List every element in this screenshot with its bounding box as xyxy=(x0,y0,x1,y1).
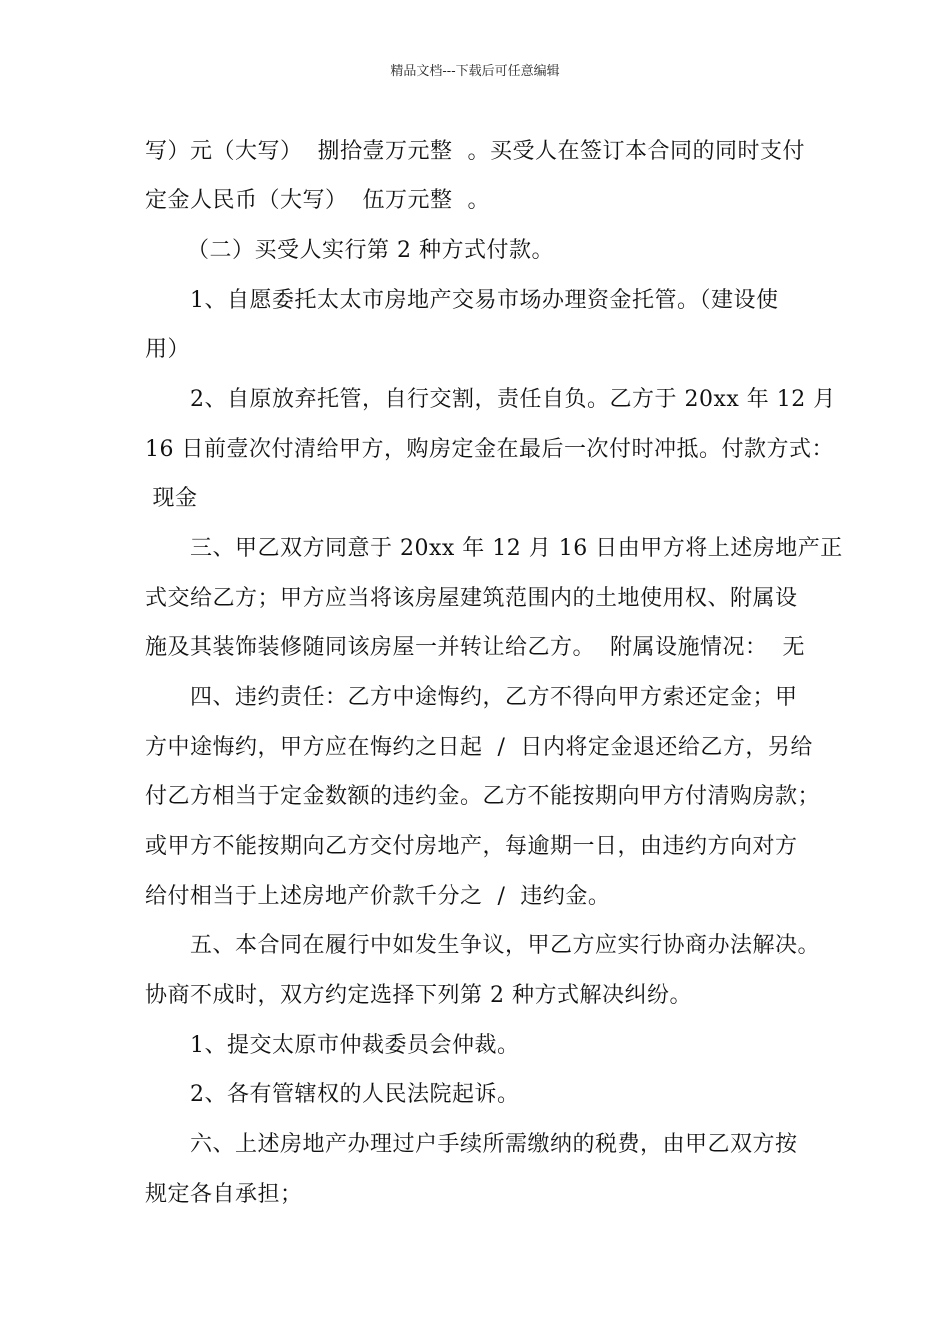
text-line: 给付相当于上述房地产价款千分之 / 违约金。 xyxy=(145,884,611,909)
text-line: 规定各自承担； xyxy=(145,1182,303,1207)
text-line: 六、上述房地产办理过户手续所需缴纳的税费，由甲乙双方按 xyxy=(190,1132,798,1157)
text-line: 现金 xyxy=(145,486,198,511)
text-line: （二）买受人实行第 2 种方式付款。 xyxy=(187,238,554,263)
text-line: 施及其装饰装修随同该房屋一并转让给乙方。 附属设施情况： 无 xyxy=(145,635,805,660)
text-line: 四、违约责任：乙方中途悔约，乙方不得向甲方索还定金；甲 xyxy=(190,685,798,710)
text-line: 或甲方不能按期向乙方交付房地产，每逾期一日，由违约方向对方 xyxy=(145,834,798,859)
text-line: 三、甲乙双方同意于 20xx 年 12 月 16 日由甲方将上述房地产正 xyxy=(190,536,843,561)
text-line: 定金人民币（大写） 伍万元整 。 xyxy=(145,188,490,213)
text-line: 协商不成时，双方约定选择下列第 2 种方式解决纠纷。 xyxy=(145,983,692,1008)
text-line: 付乙方相当于定金数额的违约金。乙方不能按期向甲方付清购房款； xyxy=(145,784,821,809)
text-line: 2、自原放弃托管，自行交割，责任自负。乙方于 20xx 年 12 月 xyxy=(190,387,836,412)
text-line: 方中途悔约，甲方应在悔约之日起 / 日内将定金退还给乙方，另给 xyxy=(145,735,813,760)
text-line: 1、提交太原市仲裁委员会仲裁。 xyxy=(190,1033,520,1058)
text-line: 16 日前壹次付清给甲方，购房定金在最后一次付时冲抵。付款方式： xyxy=(145,437,834,462)
text-line: 写）元（大写） 捌拾壹万元整 。买受人在签订本合同的同时支付 xyxy=(145,139,805,164)
text-line: 五、本合同在履行中如发生争议，甲乙方应实行协商办法解决。 xyxy=(190,933,821,958)
text-line: 用） xyxy=(145,337,191,362)
text-line: 1、自愿委托太太市房地产交易市场办理资金托管。（建设使 xyxy=(190,288,779,313)
text-line: 2、各有管辖权的人民法院起诉。 xyxy=(190,1082,520,1107)
text-line: 式交给乙方；甲方应当将该房屋建筑范围内的土地使用权、附属设 xyxy=(145,586,798,611)
page-header: 精品文档---下载后可任意编辑 xyxy=(390,64,560,79)
